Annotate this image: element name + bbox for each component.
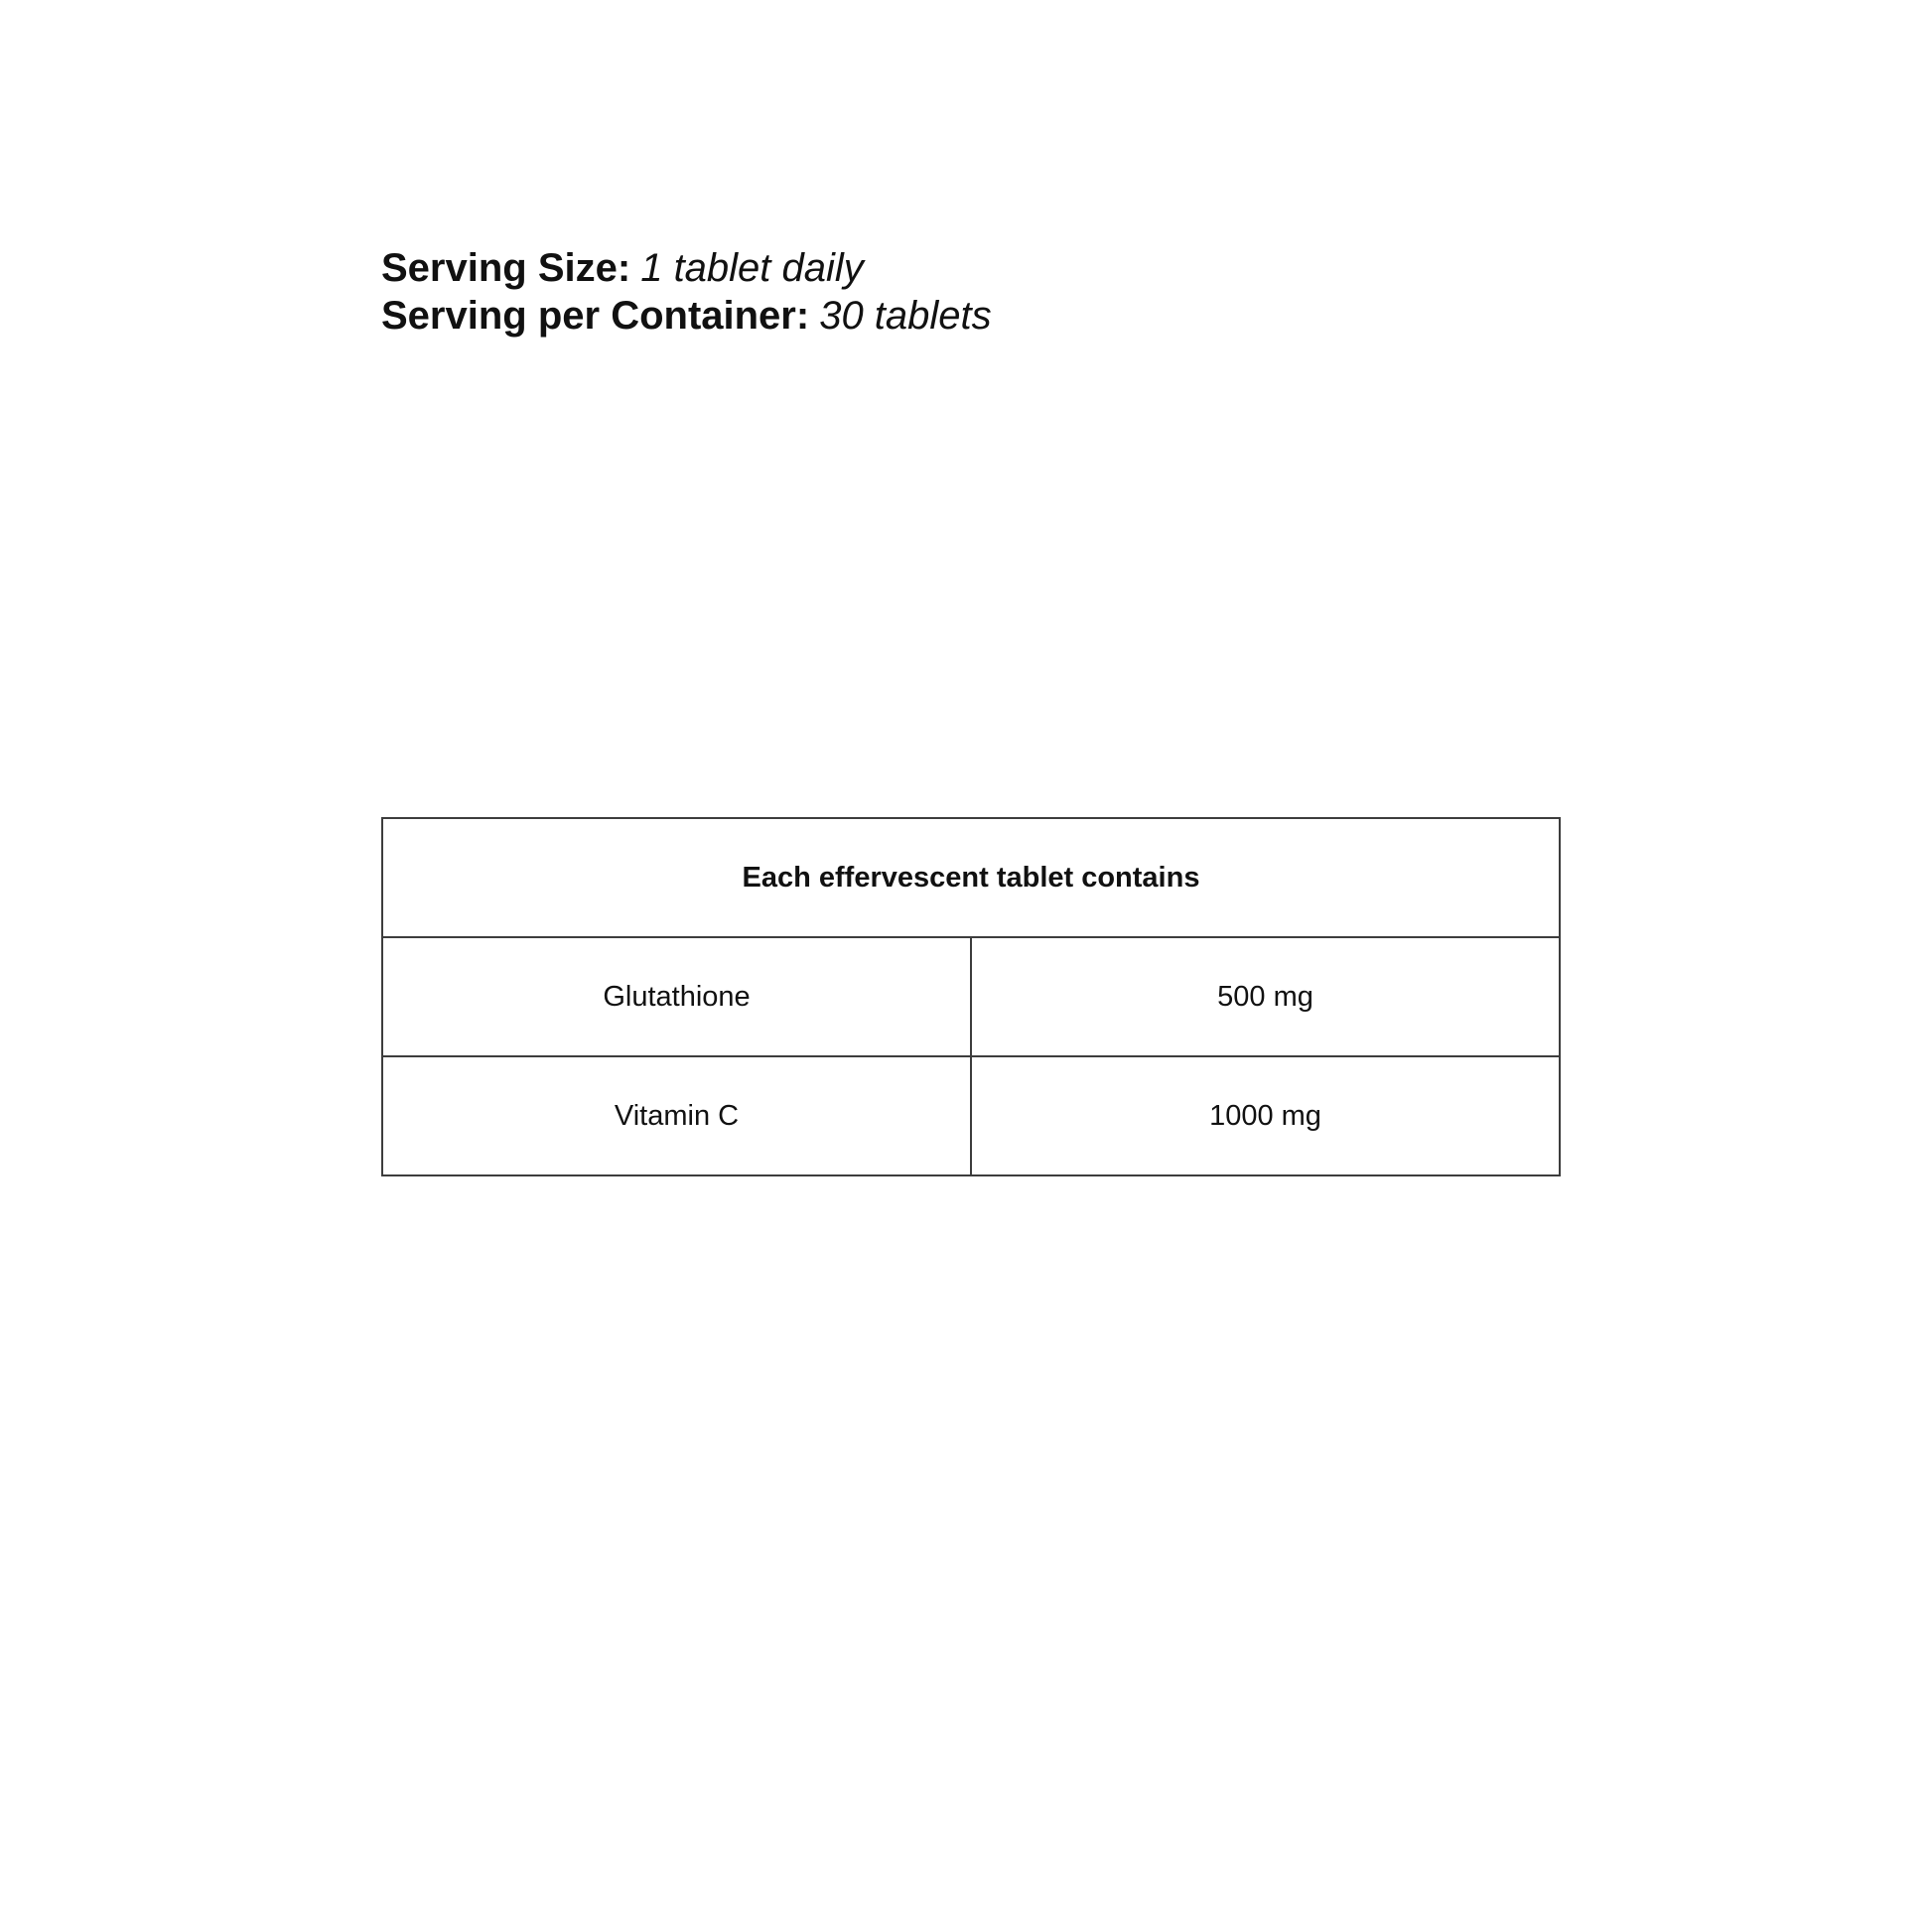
amount-cell-vitamin-c: 1000 mg [971, 1056, 1560, 1175]
table-header-row [382, 818, 1560, 937]
ingredient-cell-vitamin-c: Vitamin C [382, 1056, 971, 1175]
serving-per-container-label: Serving per Container: [381, 294, 810, 338]
table-row [382, 1056, 1560, 1175]
table-row [382, 937, 1560, 1056]
serving-size-value: 1 tablet daily [640, 246, 864, 290]
ingredient-cell-glutathione: Glutathione [382, 937, 971, 1056]
serving-info-block [381, 244, 992, 340]
table-header: Each effervescent tablet contains [382, 818, 1560, 937]
serving-size-label: Serving Size: [381, 246, 631, 290]
serving-per-container-value: 30 tablets [819, 294, 992, 338]
serving-per-container-line [381, 292, 992, 340]
serving-size-line [381, 244, 992, 292]
amount-cell-glutathione: 500 mg [971, 937, 1560, 1056]
supplement-facts-table [381, 817, 1561, 1176]
